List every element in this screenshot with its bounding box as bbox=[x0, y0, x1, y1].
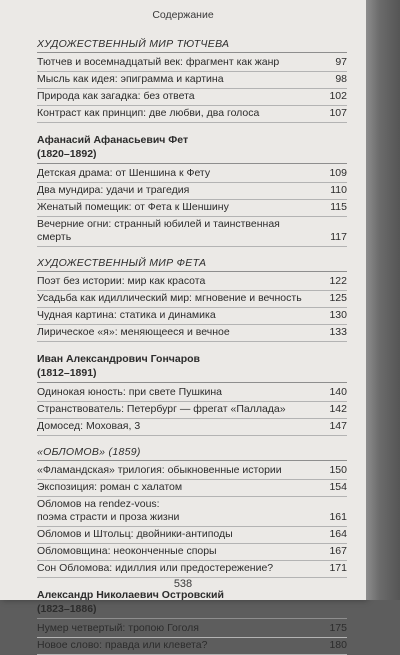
toc-entry-title bbox=[37, 56, 331, 69]
page-edge-shadow bbox=[366, 0, 400, 600]
author-heading bbox=[37, 588, 347, 619]
toc-entry[interactable] bbox=[37, 89, 347, 106]
toc-entry-title-line: Природа как загадка: без ответа bbox=[37, 90, 195, 102]
toc-entry-page: 115 bbox=[330, 201, 347, 213]
toc-entry-page: 107 bbox=[329, 107, 347, 119]
toc-entry-title bbox=[37, 184, 326, 197]
toc-entry-title-line: Странствователь: Петербург — фрегат «Паллада» bbox=[37, 403, 286, 415]
toc-entry[interactable] bbox=[37, 621, 347, 638]
toc-entry-title-line: поэма страсти и проза жизни bbox=[37, 511, 180, 523]
toc-entry-title bbox=[37, 167, 325, 180]
author-years: (1820–1892) bbox=[37, 148, 97, 160]
toc-entry-title bbox=[37, 201, 326, 214]
section-gap bbox=[37, 342, 347, 352]
toc-entry-title bbox=[37, 403, 325, 416]
section-gap bbox=[37, 123, 347, 133]
toc-entry[interactable] bbox=[37, 55, 347, 72]
toc-entry-title bbox=[37, 326, 325, 339]
toc-entry[interactable] bbox=[37, 308, 347, 325]
toc-entry-page: 109 bbox=[329, 167, 347, 179]
toc-entry-page: 167 bbox=[329, 545, 347, 557]
toc-entry[interactable] bbox=[37, 183, 347, 200]
toc-entry-title-line: Контраст как принцип: две любви, два голоса bbox=[37, 107, 260, 119]
toc-entry[interactable] bbox=[37, 325, 347, 342]
toc-entry-title-line: Обломовщина: неоконченные споры bbox=[37, 545, 217, 557]
toc-entry-title-line: смерть bbox=[37, 231, 72, 243]
toc-entry-title-line: Два мундира: удачи и трагедия bbox=[37, 184, 190, 196]
toc-entry-title-line: Чудная картина: статика и динамика bbox=[37, 309, 216, 321]
toc-entry-page: 161 bbox=[329, 511, 347, 523]
toc-entry-page: 171 bbox=[329, 562, 347, 574]
toc-entry-page: 175 bbox=[329, 622, 347, 634]
toc-entry-title bbox=[37, 90, 325, 103]
toc-entry-page: 147 bbox=[329, 420, 347, 432]
toc-entry[interactable] bbox=[37, 527, 347, 544]
toc-entry-title-line: Экспозиция: роман с халатом bbox=[37, 481, 183, 493]
toc-entry-title-line: Мысль как идея: эпиграмма и картина bbox=[37, 73, 224, 85]
toc-entry-page: 142 bbox=[329, 403, 347, 415]
toc-entry-page: 130 bbox=[329, 309, 347, 321]
toc-entry-title bbox=[37, 528, 325, 541]
toc-entry-title-line: Домосед: Моховая, 3 bbox=[37, 420, 141, 432]
toc-entry-title bbox=[37, 545, 325, 558]
toc-entry-title bbox=[37, 562, 325, 575]
toc-entry[interactable] bbox=[37, 274, 347, 291]
toc-entry-title-line: Детская драма: от Шеншина к Фету bbox=[37, 167, 211, 179]
toc-entry[interactable] bbox=[37, 463, 347, 480]
toc-entry[interactable] bbox=[37, 200, 347, 217]
toc-entry-title-line: Усадьба как идиллический мир: мгновение и вечность bbox=[37, 292, 302, 304]
toc-entry-title bbox=[37, 218, 326, 244]
toc-entry-title bbox=[37, 481, 325, 494]
toc-entry-title-line: Лирическое «я»: меняющееся и вечное bbox=[37, 326, 230, 338]
toc-entry-title-line: Поэт без истории: мир как красота bbox=[37, 275, 206, 287]
toc-entry-page: 122 bbox=[329, 275, 347, 287]
toc-entry-page: 102 bbox=[329, 90, 347, 102]
toc-entry-title-line: Одинокая юность: при свете Пушкина bbox=[37, 386, 222, 398]
toc-entry-title-line: Нумер четвертый: тропою Гоголя bbox=[37, 622, 199, 634]
toc-entry-title bbox=[37, 275, 325, 288]
toc-entry-page: 110 bbox=[330, 184, 347, 196]
toc-entry[interactable] bbox=[37, 544, 347, 561]
toc-entry[interactable] bbox=[37, 561, 347, 578]
toc-entry-page: 98 bbox=[335, 73, 347, 85]
toc-entry[interactable] bbox=[37, 217, 347, 247]
toc-entry-page: 140 bbox=[329, 386, 347, 398]
toc-entry[interactable] bbox=[37, 291, 347, 308]
toc-entry-page: 154 bbox=[329, 481, 347, 493]
toc-entry-title-line: Новое слово: правда или клевета? bbox=[37, 639, 208, 651]
toc-entry-title bbox=[37, 464, 325, 477]
toc-entry[interactable] bbox=[37, 402, 347, 419]
toc-entry[interactable] bbox=[37, 166, 347, 183]
toc-entry[interactable] bbox=[37, 480, 347, 497]
author-name: Александр Николаевич Островский bbox=[37, 589, 224, 601]
toc-entry-title bbox=[37, 292, 325, 305]
toc-entry-title bbox=[37, 107, 325, 120]
author-name: Иван Александрович Гончаров bbox=[37, 353, 201, 365]
toc-entry-title-line: Сон Обломова: идиллия или предостережение? bbox=[37, 562, 274, 574]
toc-entry-title-line: Женатый помещик: от Фета к Шеншину bbox=[37, 201, 229, 213]
section-heading: ХУДОЖЕСТВЕННЫЙ МИР ТЮТЧЕВА bbox=[37, 38, 347, 53]
toc-entry[interactable] bbox=[37, 106, 347, 123]
author-years: (1812–1891) bbox=[37, 367, 97, 379]
toc-entry-title-line: Вечерние огни: странный юбилей и таинственная bbox=[37, 218, 280, 230]
toc-entry-title-line: Обломов и Штольц: двойники-антиподы bbox=[37, 528, 233, 540]
toc-entry-page: 164 bbox=[329, 528, 347, 540]
toc-entry-title bbox=[37, 420, 325, 433]
toc-entry-page: 97 bbox=[335, 56, 347, 68]
toc-entry-page: 117 bbox=[330, 231, 347, 243]
toc-entry-title-line: «Фламандская» трилогия: обыкновенные истории bbox=[37, 464, 282, 476]
section-gap bbox=[37, 436, 347, 446]
toc-entry-title-line: Обломов на rendez-vous: bbox=[37, 498, 160, 510]
toc-entry-page: 125 bbox=[329, 292, 347, 304]
running-head: Содержание bbox=[152, 9, 214, 21]
toc-entry-title bbox=[37, 386, 325, 399]
toc-entry-title bbox=[37, 498, 325, 524]
section-heading: «ОБЛОМОВ» (1859) bbox=[37, 446, 347, 461]
toc-entry[interactable] bbox=[37, 385, 347, 402]
toc-entry-page: 133 bbox=[329, 326, 347, 338]
author-years: (1823–1886) bbox=[37, 603, 97, 615]
author-heading bbox=[37, 352, 347, 383]
table-of-contents bbox=[37, 38, 347, 655]
toc-entry-title bbox=[37, 73, 331, 86]
author-name: Афанасий Афанасьевич Фет bbox=[37, 134, 189, 146]
toc-entry-page: 180 bbox=[329, 639, 347, 651]
page-number: 538 bbox=[173, 578, 193, 590]
author-heading bbox=[37, 133, 347, 164]
toc-entry-title bbox=[37, 622, 325, 635]
toc-entry[interactable] bbox=[37, 497, 347, 527]
toc-entry[interactable] bbox=[37, 419, 347, 436]
toc-entry-page: 150 bbox=[329, 464, 347, 476]
toc-entry-title bbox=[37, 639, 325, 652]
toc-entry-title-line: Тютчев и восемнадцатый век: фрагмент как жанр bbox=[37, 56, 280, 68]
toc-entry[interactable] bbox=[37, 638, 347, 655]
section-gap bbox=[37, 247, 347, 257]
toc-entry-title bbox=[37, 309, 325, 322]
toc-entry[interactable] bbox=[37, 72, 347, 89]
section-heading: ХУДОЖЕСТВЕННЫЙ МИР ФЕТА bbox=[37, 257, 347, 272]
